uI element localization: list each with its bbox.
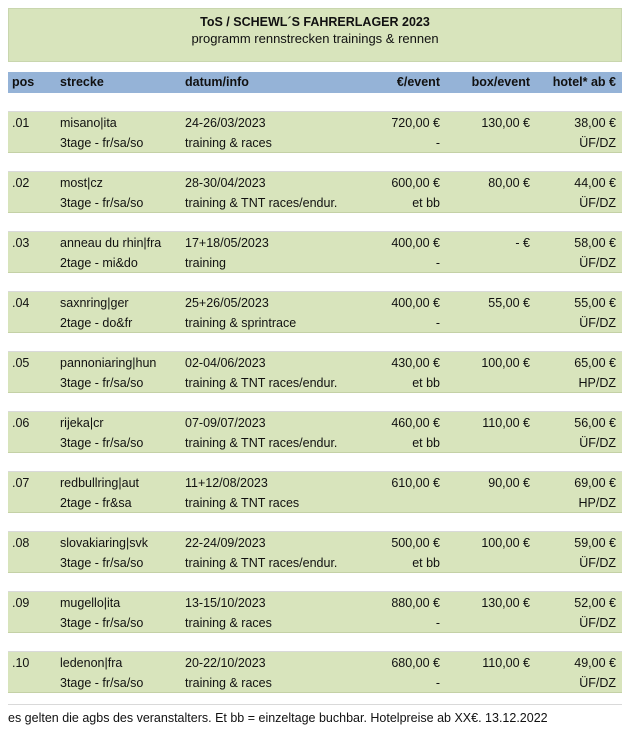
cell-hotel-note: ÜF/DZ (579, 436, 616, 450)
cell-info: training & TNT races/endur. (185, 196, 338, 210)
cell-price: 880,00 € (391, 596, 440, 610)
cell-info: training & races (185, 136, 272, 150)
cell-price-note: - (435, 316, 440, 330)
cell-date: 07-09/07/2023 (185, 416, 266, 430)
cell-hotel-note: ÜF/DZ (579, 256, 616, 270)
spacer-row (8, 633, 622, 652)
cell-hotel-note: ÜF/DZ (579, 616, 616, 630)
cell-price: 600,00 € (391, 176, 440, 190)
table-row (8, 172, 622, 213)
title-banner (8, 8, 622, 62)
cell-pos: .09 (12, 596, 30, 610)
schedule-sheet (8, 8, 622, 693)
cell-box: 55,00 € (488, 296, 530, 310)
cell-price: 460,00 € (391, 416, 440, 430)
table-row (8, 412, 622, 453)
event-rows (8, 93, 622, 693)
cell-hotel: 55,00 € (574, 296, 616, 310)
header-strecke: strecke (60, 75, 104, 89)
cell-hotel-note: HP/DZ (578, 376, 616, 390)
cell-days: 3tage - fr/sa/so (60, 376, 144, 390)
cell-hotel-note: ÜF/DZ (579, 556, 616, 570)
cell-days: 3tage - fr/sa/so (60, 676, 144, 690)
cell-hotel: 59,00 € (574, 536, 616, 550)
header-row (8, 72, 622, 93)
cell-price-note: et bb (412, 196, 440, 210)
sheet-title: ToS / SCHEWL´S FAHRERLAGER 2023 (200, 15, 430, 29)
cell-price-note: et bb (412, 376, 440, 390)
cell-days: 3tage - fr/sa/so (60, 136, 144, 150)
cell-price-note: - (435, 616, 440, 630)
spacer-row (8, 273, 622, 292)
cell-track: misano|ita (60, 116, 117, 130)
cell-hotel: 49,00 € (574, 656, 616, 670)
spacer-row (8, 513, 622, 532)
cell-info: training & TNT races/endur. (185, 376, 338, 390)
cell-date: 24-26/03/2023 (185, 116, 266, 130)
cell-track: saxnring|ger (60, 296, 129, 310)
cell-price-note: et bb (412, 556, 440, 570)
cell-price: 400,00 € (391, 296, 440, 310)
cell-pos: .02 (12, 176, 30, 190)
cell-hotel-note: ÜF/DZ (579, 136, 616, 150)
cell-pos: .03 (12, 236, 30, 250)
table-row (8, 532, 622, 573)
cell-date: 25+26/05/2023 (185, 296, 269, 310)
cell-box: 110,00 € (482, 656, 530, 670)
header-datum: datum/info (185, 75, 249, 89)
cell-hotel: 56,00 € (574, 416, 616, 430)
cell-date: 28-30/04/2023 (185, 176, 266, 190)
spacer-row (8, 453, 622, 472)
table-row (8, 352, 622, 393)
cell-hotel-note: ÜF/DZ (579, 676, 616, 690)
cell-box: 100,00 € (481, 536, 530, 550)
cell-track: most|cz (60, 176, 103, 190)
cell-days: 2tage - fr&sa (60, 496, 132, 510)
cell-price: 500,00 € (391, 536, 440, 550)
spacer-row (8, 393, 622, 412)
cell-hotel: 38,00 € (574, 116, 616, 130)
cell-hotel-note: ÜF/DZ (579, 196, 616, 210)
cell-track: slovakiaring|svk (60, 536, 149, 550)
cell-days: 3tage - fr/sa/so (60, 616, 144, 630)
cell-pos: .06 (12, 416, 30, 430)
cell-track: anneau du rhin|fra (60, 236, 162, 250)
cell-date: 22-24/09/2023 (185, 536, 266, 550)
spacer-row (8, 573, 622, 592)
cell-info: training (185, 256, 226, 270)
cell-box: 130,00 € (481, 596, 530, 610)
cell-info: training & races (185, 616, 272, 630)
table-row (8, 292, 622, 333)
header-box: box/event (471, 75, 530, 89)
cell-track: mugello|ita (60, 596, 121, 610)
cell-box: 80,00 € (488, 176, 530, 190)
spacer-row (8, 153, 622, 172)
cell-hotel: 65,00 € (574, 356, 616, 370)
cell-pos: .07 (12, 476, 30, 490)
sheet-subtitle: programm rennstrecken trainings & rennen (191, 31, 439, 46)
table-row (8, 592, 622, 633)
cell-price: 400,00 € (391, 236, 440, 250)
cell-pos: .08 (12, 536, 30, 550)
cell-date: 02-04/06/2023 (185, 356, 266, 370)
cell-box: 110,00 € (482, 416, 530, 430)
cell-box: 90,00 € (488, 476, 530, 490)
cell-hotel: 58,00 € (574, 236, 616, 250)
cell-price: 720,00 € (391, 116, 440, 130)
cell-date: 11+12/08/2023 (185, 476, 268, 490)
cell-days: 3tage - fr/sa/so (60, 436, 144, 450)
cell-info: training & TNT races/endur. (185, 436, 338, 450)
spacer-row (8, 93, 622, 112)
cell-date: 13-15/10/2023 (185, 596, 266, 610)
table-row (8, 652, 622, 693)
table-row (8, 472, 622, 513)
table-row (8, 232, 622, 273)
gap-row (8, 62, 622, 72)
cell-info: training & TNT races/endur. (185, 556, 338, 570)
cell-box: 130,00 € (481, 116, 530, 130)
table-row (8, 112, 622, 153)
cell-date: 17+18/05/2023 (185, 236, 269, 250)
spacer-row (8, 333, 622, 352)
cell-price: 610,00 € (391, 476, 440, 490)
cell-pos: .04 (12, 296, 30, 310)
cell-track: ledenon|fra (60, 656, 123, 670)
cell-days: 2tage - mi&do (60, 256, 138, 270)
cell-price-note: - (435, 256, 440, 270)
footer-note: es gelten die agbs des veranstalters. Et bb = einzeltage buchbar. Hotelpreise ab XX€. 13.12.2022 (8, 704, 622, 725)
cell-hotel: 44,00 € (574, 176, 616, 190)
cell-info: training & TNT races (185, 496, 300, 510)
cell-days: 2tage - do&fr (60, 316, 133, 330)
cell-hotel-note: ÜF/DZ (579, 316, 616, 330)
header-pos: pos (12, 75, 35, 89)
cell-track: pannoniaring|hun (60, 356, 157, 370)
cell-pos: .05 (12, 356, 30, 370)
cell-price-note: - (435, 676, 440, 690)
cell-days: 3tage - fr/sa/so (60, 196, 144, 210)
cell-price-note: - (435, 136, 440, 150)
cell-pos: .01 (12, 116, 30, 130)
cell-price: 430,00 € (391, 356, 440, 370)
cell-track: redbullring|aut (60, 476, 139, 490)
cell-hotel: 69,00 € (574, 476, 616, 490)
spacer-row (8, 213, 622, 232)
header-hotel: hotel* ab € (552, 75, 616, 89)
header-event-price: €/event (396, 75, 440, 89)
cell-pos: .10 (12, 656, 30, 670)
cell-hotel-note: HP/DZ (578, 496, 616, 510)
cell-track: rijeka|cr (60, 416, 104, 430)
cell-price: 680,00 € (391, 656, 440, 670)
cell-hotel: 52,00 € (574, 596, 616, 610)
cell-price-note: et bb (412, 436, 440, 450)
cell-days: 3tage - fr/sa/so (60, 556, 144, 570)
cell-info: training & races (185, 676, 272, 690)
cell-info: training & sprintrace (185, 316, 297, 330)
cell-box: 100,00 € (481, 356, 530, 370)
cell-box: - € (515, 236, 530, 250)
cell-date: 20-22/10/2023 (185, 656, 266, 670)
